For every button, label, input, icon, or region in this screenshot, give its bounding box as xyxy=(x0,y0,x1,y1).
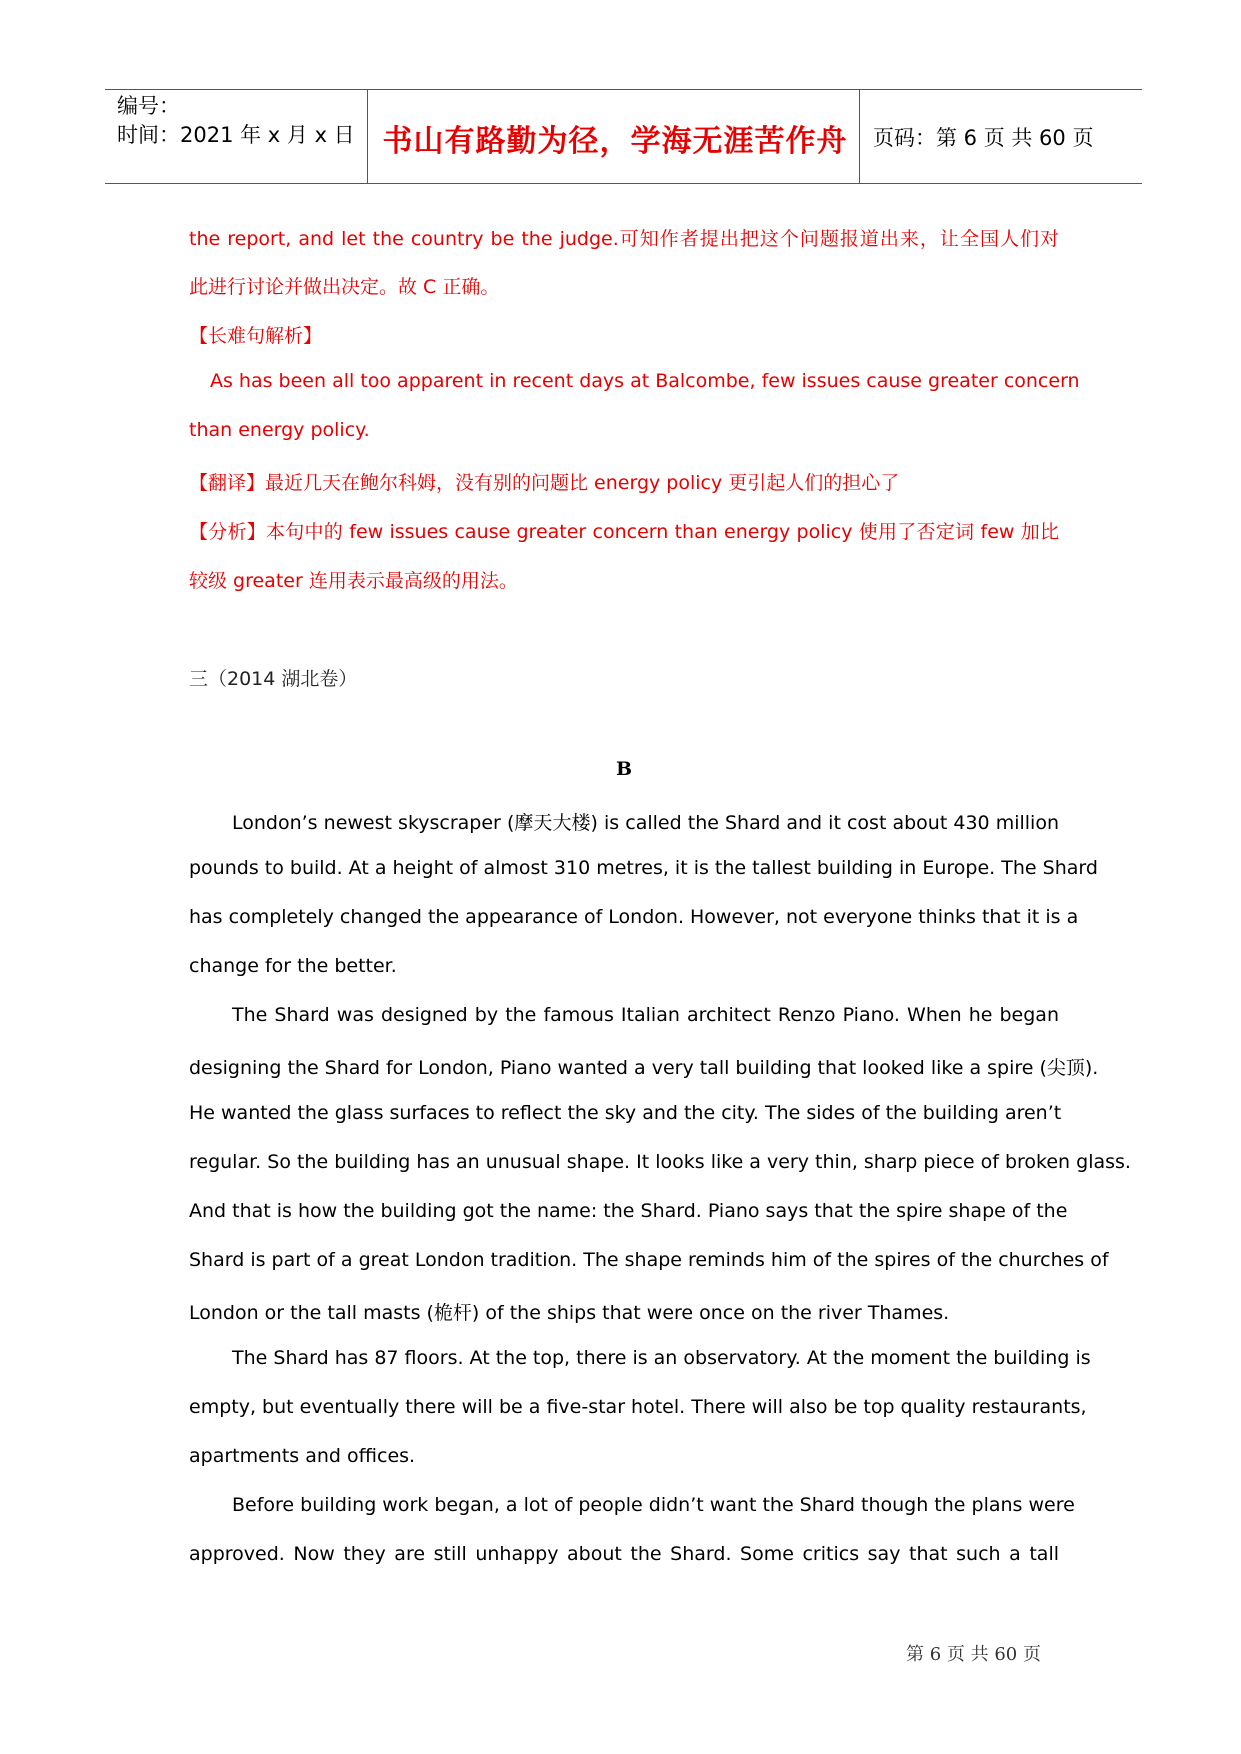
passage-line: pounds to build. At a height of almost 310 metres, it is the tallest building in Europe. The Shard xyxy=(189,857,1098,879)
passage-line: London or the tall masts (桅杆) of the ships that were once on the river Thames. xyxy=(189,1302,950,1324)
header-number: 编号： xyxy=(117,94,180,118)
header-bottom-rule xyxy=(105,183,1142,184)
passage-line: regular. So the building has an unusual shape. It looks like a very thin, sharp piece of broken glass. xyxy=(189,1151,1131,1173)
translation-line: 【翻译】最近几天在鲍尔科姆，没有别的问题比 energy policy 更引起人们的担心了 xyxy=(189,472,900,494)
passage-line: He wanted the glass surfaces to reflect the sky and the city. The sides of the building aren’t xyxy=(189,1102,1062,1124)
passage-line: designing the Shard for London, Piano wanted a very tall building that looked like a spire (尖顶). xyxy=(189,1057,1099,1079)
passage-line: The Shard has 87 floors. At the top, there is an observatory. At the moment the building is xyxy=(232,1347,1091,1369)
analysis-heading: 【长难句解析】 xyxy=(189,325,323,347)
passage-line: And that is how the building got the name: the Shard. Piano says that the spire shape of the xyxy=(189,1200,1068,1222)
passage-line: approved. Now they are still unhappy about the Shard. Some critics say that such a tall xyxy=(189,1543,1059,1565)
section-label: 三（2014 湖北卷） xyxy=(189,668,358,690)
passage-line: has completely changed the appearance of London. However, not everyone thinks that it is a xyxy=(189,906,1079,928)
passage-line: Before building work began, a lot of people didn’t want the Shard though the plans were xyxy=(232,1494,1075,1516)
grammar-analysis-line-2: 较级 greater 连用表示最高级的用法。 xyxy=(189,570,518,592)
passage-part-title: B xyxy=(615,758,633,780)
passage-line: Shard is part of a great London tradition. The shape reminds him of the spires of the churches of xyxy=(189,1249,1109,1271)
analysis-line-1: the report, and let the country be the judge.可知作者提出把这个问题报道出来，让全国人们对 xyxy=(189,228,1059,250)
passage-line: change for the better. xyxy=(189,955,397,977)
long-sentence-line-1: As has been all too apparent in recent days at Balcombe, few issues cause greater concern xyxy=(210,370,1080,392)
header-motto: 书山有路勤为径，学海无涯苦作舟 xyxy=(382,124,848,159)
header-date: 时间：2021 年 x 月 x 日 xyxy=(117,123,355,147)
passage-line: London’s newest skyscraper (摩天大楼) is called the Shard and it cost about 430 million xyxy=(232,812,1059,834)
footer-page-number: 第 6 页 共 60 页 xyxy=(906,1644,1041,1665)
header-page-number: 页码：第 6 页 共 60 页 xyxy=(873,126,1094,150)
passage-line: apartments and offices. xyxy=(189,1445,416,1467)
header-meta xyxy=(117,92,355,150)
grammar-analysis-line-1: 【分析】本句中的 few issues cause greater concern than energy policy 使用了否定词 few 加比 xyxy=(189,521,1059,543)
passage-line: The Shard was designed by the famous Italian architect Renzo Piano. When he began xyxy=(232,1004,1059,1026)
passage-line: empty, but eventually there will be a five-star hotel. There will also be top quality restaurants, xyxy=(189,1396,1087,1418)
header-divider-left xyxy=(367,90,368,184)
header-top-rule xyxy=(105,89,1142,90)
analysis-line-2: 此进行讨论并做出决定。故 C 正确。 xyxy=(189,276,500,298)
long-sentence-line-2: than energy policy. xyxy=(189,419,370,441)
